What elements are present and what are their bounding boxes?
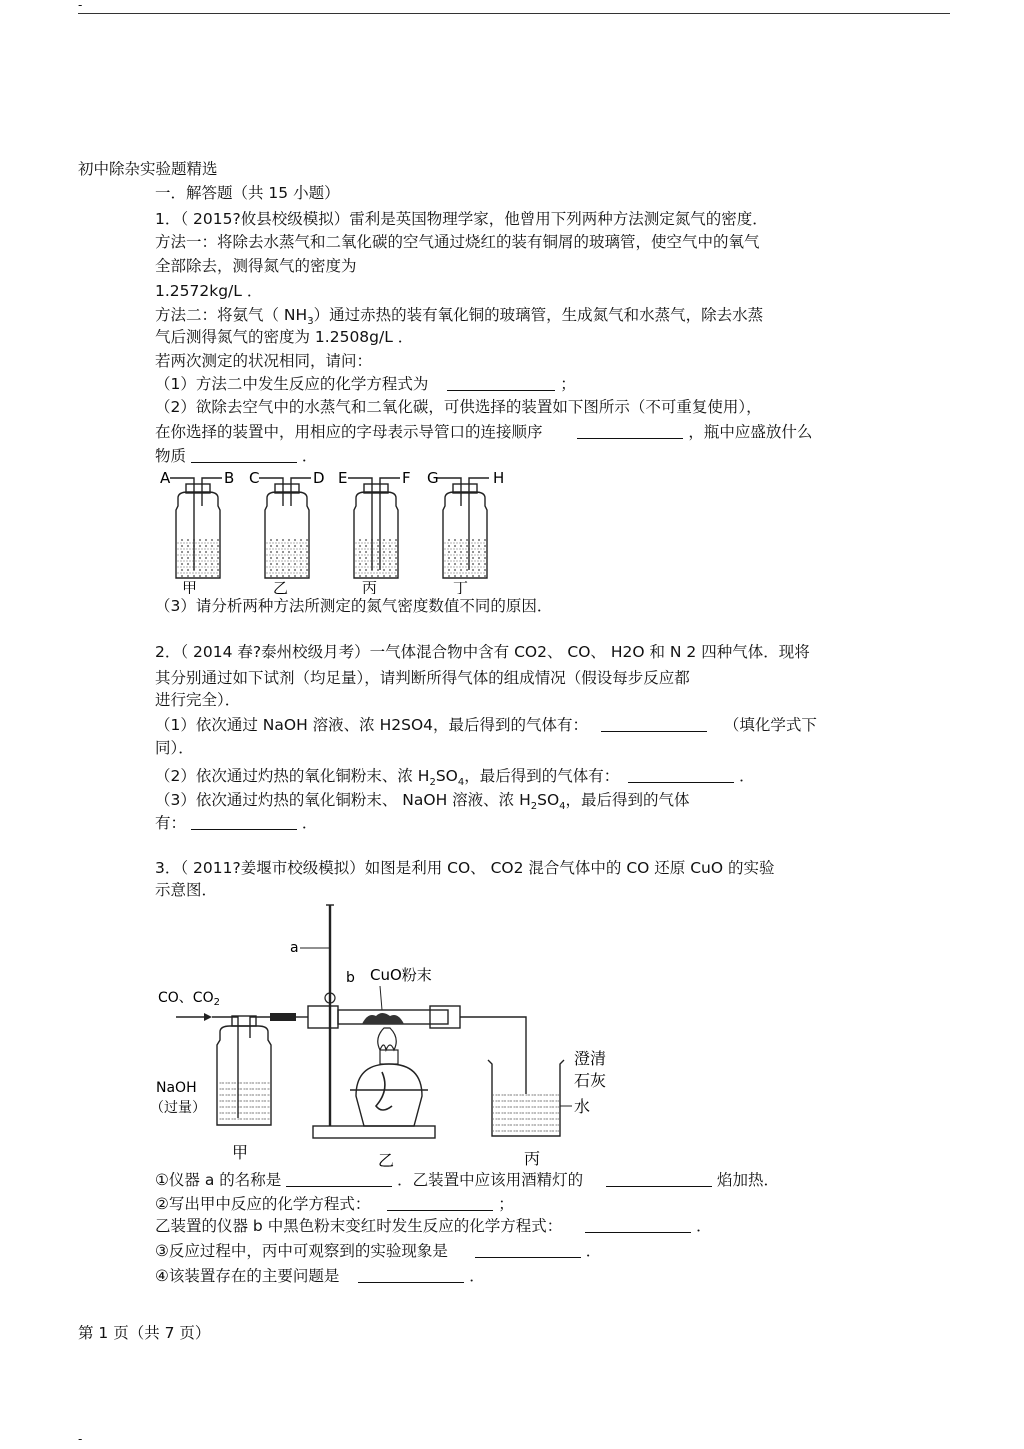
q2-line-4-text: （1）依次通过 NaOH 溶液、浓 H2SO4，最后得到的气体有： bbox=[155, 716, 589, 734]
q2-line-8-end: ． bbox=[301, 814, 318, 832]
q2-line-6-end: ． bbox=[739, 767, 755, 785]
q3-line-4-text: ②写出甲中反应的化学方程式： bbox=[155, 1195, 371, 1213]
label-E: E bbox=[338, 469, 348, 487]
q1-line-11 bbox=[155, 448, 317, 465]
label-G: G bbox=[427, 469, 439, 487]
q2-line-5: 同）． bbox=[155, 739, 194, 757]
q3-answer-blank-1[interactable] bbox=[286, 1172, 392, 1187]
q3-line-3-end: 焰加热． bbox=[717, 1171, 780, 1189]
q2-line-6a: （2）依次通过灼热的氧化铜粉末、浓 H bbox=[155, 767, 430, 785]
q3-line-4-end: ； bbox=[498, 1195, 514, 1213]
q1-line-3: 全部除去，测得氮气的密度为 bbox=[155, 257, 357, 275]
q3-line-7-text: ④该装置存在的主要问题是 bbox=[155, 1267, 340, 1285]
label-F: F bbox=[402, 469, 411, 487]
q1-line-8 bbox=[155, 376, 576, 393]
q2-line-4-end: （填化学式下 bbox=[723, 716, 817, 734]
q3-answer-blank-5[interactable] bbox=[475, 1243, 581, 1258]
label-lime-3: 水 bbox=[574, 1097, 591, 1116]
label-C: C bbox=[249, 469, 260, 487]
q3-line-6 bbox=[155, 1243, 601, 1260]
label-bing: 丙 bbox=[362, 579, 378, 594]
q2-line-7-sub: 2 bbox=[530, 801, 538, 813]
label-jia: 甲 bbox=[182, 579, 198, 594]
q2-line-6-sub: 2 bbox=[429, 777, 436, 789]
q2-line-2: 其分别通过如下试剂（均足量），请判断所得气体的组成情况（假设每步反应都 bbox=[155, 669, 690, 687]
q2-answer-blank-1[interactable] bbox=[601, 717, 707, 732]
label-H: H bbox=[493, 469, 505, 487]
footer-dash: - bbox=[78, 1432, 83, 1446]
label-b: b bbox=[346, 970, 355, 986]
label-jia: 甲 bbox=[232, 1143, 249, 1162]
q3-line-3 bbox=[155, 1172, 779, 1189]
alcohol-lamp bbox=[350, 1028, 428, 1170]
section-title: 一．解答题（共 15 小题） bbox=[155, 184, 340, 202]
q2-line-4 bbox=[155, 717, 817, 734]
q1-line-7: 若两次测定的状况相同，请问： bbox=[155, 352, 373, 370]
q3-answer-blank-2[interactable] bbox=[606, 1172, 712, 1187]
header-dash: - bbox=[78, 0, 83, 12]
gas-label: CO、$CO_2$ bbox=[158, 990, 220, 1008]
q1-line-10-text: 在你选择的装置中，用相应的字母表示导管口的连接顺序 bbox=[155, 423, 543, 441]
q3-line-5 bbox=[155, 1218, 712, 1235]
q2-line-7-sub2: 4 bbox=[559, 801, 566, 813]
q3-line-4 bbox=[155, 1196, 514, 1213]
bottle-ding bbox=[427, 469, 504, 594]
q1-line-5-sub: 3 bbox=[307, 316, 314, 328]
lime-water-beaker bbox=[488, 1049, 606, 1168]
q2-line-6-sub2: 4 bbox=[457, 777, 465, 789]
header-rule bbox=[78, 13, 950, 14]
bottle-yi bbox=[249, 469, 325, 594]
q1-line-9: （2）欲除去空气中的水蒸气和二氧化碳，可供选择的装置如下图所示（不可重复使用）， bbox=[155, 398, 762, 416]
q2-line-8-text: 有： bbox=[155, 814, 187, 832]
q1-line-12: （3）请分析两种方法所测定的氮气密度数值不同的原因． bbox=[155, 597, 553, 615]
q2-line-6 bbox=[155, 768, 755, 788]
q1-answer-blank-1[interactable] bbox=[447, 376, 555, 391]
q1-line-10 bbox=[155, 424, 812, 441]
q1-answer-blank-3[interactable] bbox=[191, 448, 297, 463]
q3-line-5-end: ． bbox=[696, 1217, 712, 1235]
q2-answer-blank-3[interactable] bbox=[191, 815, 297, 830]
label-a: a bbox=[290, 940, 299, 956]
q1-line-8-end: ； bbox=[560, 375, 576, 393]
label-A: A bbox=[160, 469, 171, 487]
q3-line-2: 示意图． bbox=[155, 881, 218, 899]
naoh-label: NaOH bbox=[156, 1080, 197, 1096]
q1-line-1: 1．（ 2015?攸县校级模拟）雷利是英国物理学家，他曾用下列两种方法测定氮气的密度． bbox=[155, 210, 768, 228]
q2-line-6b: SO bbox=[435, 767, 458, 785]
q3-answer-blank-6[interactable] bbox=[358, 1268, 464, 1283]
q2-line-8 bbox=[155, 815, 317, 832]
doc-title: 初中除杂实验题精选 bbox=[78, 160, 218, 178]
label-ding: 丁 bbox=[453, 579, 469, 594]
q1-line-11-text: 物质 bbox=[155, 447, 187, 465]
q3-answer-blank-4[interactable] bbox=[585, 1218, 691, 1233]
q1-line-11-end: ． bbox=[301, 447, 318, 465]
q1-line-6: 气后测得氮气的密度为 1.2508g/L ． bbox=[155, 328, 414, 346]
q2-line-7a: （3）依次通过灼热的氧化铜粉末、 NaOH 溶液、浓 H bbox=[155, 791, 531, 809]
q1-line-8-text: （1）方法二中发生反应的化学方程式为 bbox=[155, 375, 429, 393]
q1-line-4: 1.2572kg/L ． bbox=[155, 282, 263, 300]
q3-apparatus-figure bbox=[150, 900, 630, 1172]
q3-line-1: 3．（ 2011?姜堰市校级模拟）如图是利用 CO、 CO2 混合气体中的 CO 还原 CuO 的实验 bbox=[155, 859, 775, 877]
q3-line-7 bbox=[155, 1268, 485, 1285]
q2-line-7 bbox=[155, 793, 690, 812]
q1-answer-blank-2[interactable] bbox=[577, 424, 683, 439]
q1-line-5 bbox=[155, 308, 763, 327]
label-bing: 丙 bbox=[524, 1149, 541, 1168]
q2-line-1: 2．（ 2014 春?泰州校级月考）一气体混合物中含有 CO2、 CO、 H2O 和 N 2 四种气体．现将 bbox=[155, 643, 810, 661]
q3-line-6-end: ． bbox=[585, 1242, 602, 1260]
naoh-bottle bbox=[150, 1013, 296, 1162]
bottle-jia bbox=[160, 469, 234, 594]
q2-line-7b: SO bbox=[537, 791, 560, 809]
q3-answer-blank-3[interactable] bbox=[387, 1196, 493, 1211]
label-yi: 乙 bbox=[273, 579, 289, 594]
q3-line-5-text: 乙装置的仪器 b 中黑色粉末变红时发生反应的化学方程式： bbox=[155, 1217, 563, 1235]
q2-answer-blank-2[interactable] bbox=[628, 768, 734, 783]
q2-line-6c: ，最后得到的气体有： bbox=[464, 767, 620, 785]
label-B: B bbox=[224, 469, 235, 487]
q3-line-3-mid: ．乙装置中应该用酒精灯的 bbox=[397, 1171, 584, 1189]
q2-line-7c: ，最后得到的气体 bbox=[565, 791, 690, 809]
label-cuo: CuO粉末 bbox=[370, 966, 432, 984]
q1-line-2: 方法一：将除去水蒸气和二氧化碳的空气通过烧红的装有铜屑的玻璃管，使空气中的氧气 bbox=[155, 233, 760, 251]
iron-stand bbox=[290, 905, 435, 1138]
q1-line-5b: ）通过赤热的装有氧化铜的玻璃管，生成氮气和水蒸气，除去水蒸 bbox=[313, 306, 764, 324]
guoliang-label: （过量） bbox=[150, 1100, 206, 1116]
q3-line-6-text: ③反应过程中，丙中可观察到的实验现象是 bbox=[155, 1242, 448, 1260]
q1-line-10-end: ，瓶中应盛放什么 bbox=[688, 423, 813, 441]
label-lime-2: 石灰 bbox=[574, 1071, 607, 1090]
q1-bottles-figure bbox=[150, 466, 530, 594]
q1-line-5a: 方法二：将氨气（ NH bbox=[155, 306, 308, 324]
bottle-bing bbox=[338, 469, 411, 594]
page-number: 第 1 页（共 7 页） bbox=[78, 1324, 211, 1342]
q2-line-3: 进行完全）． bbox=[155, 691, 241, 709]
q3-line-7-end: ． bbox=[469, 1267, 485, 1285]
label-yi: 乙 bbox=[378, 1151, 395, 1170]
q3-line-3-text: ①仪器 a 的名称是 bbox=[155, 1171, 282, 1189]
label-D: D bbox=[313, 469, 325, 487]
label-lime-1: 澄清 bbox=[574, 1049, 607, 1068]
